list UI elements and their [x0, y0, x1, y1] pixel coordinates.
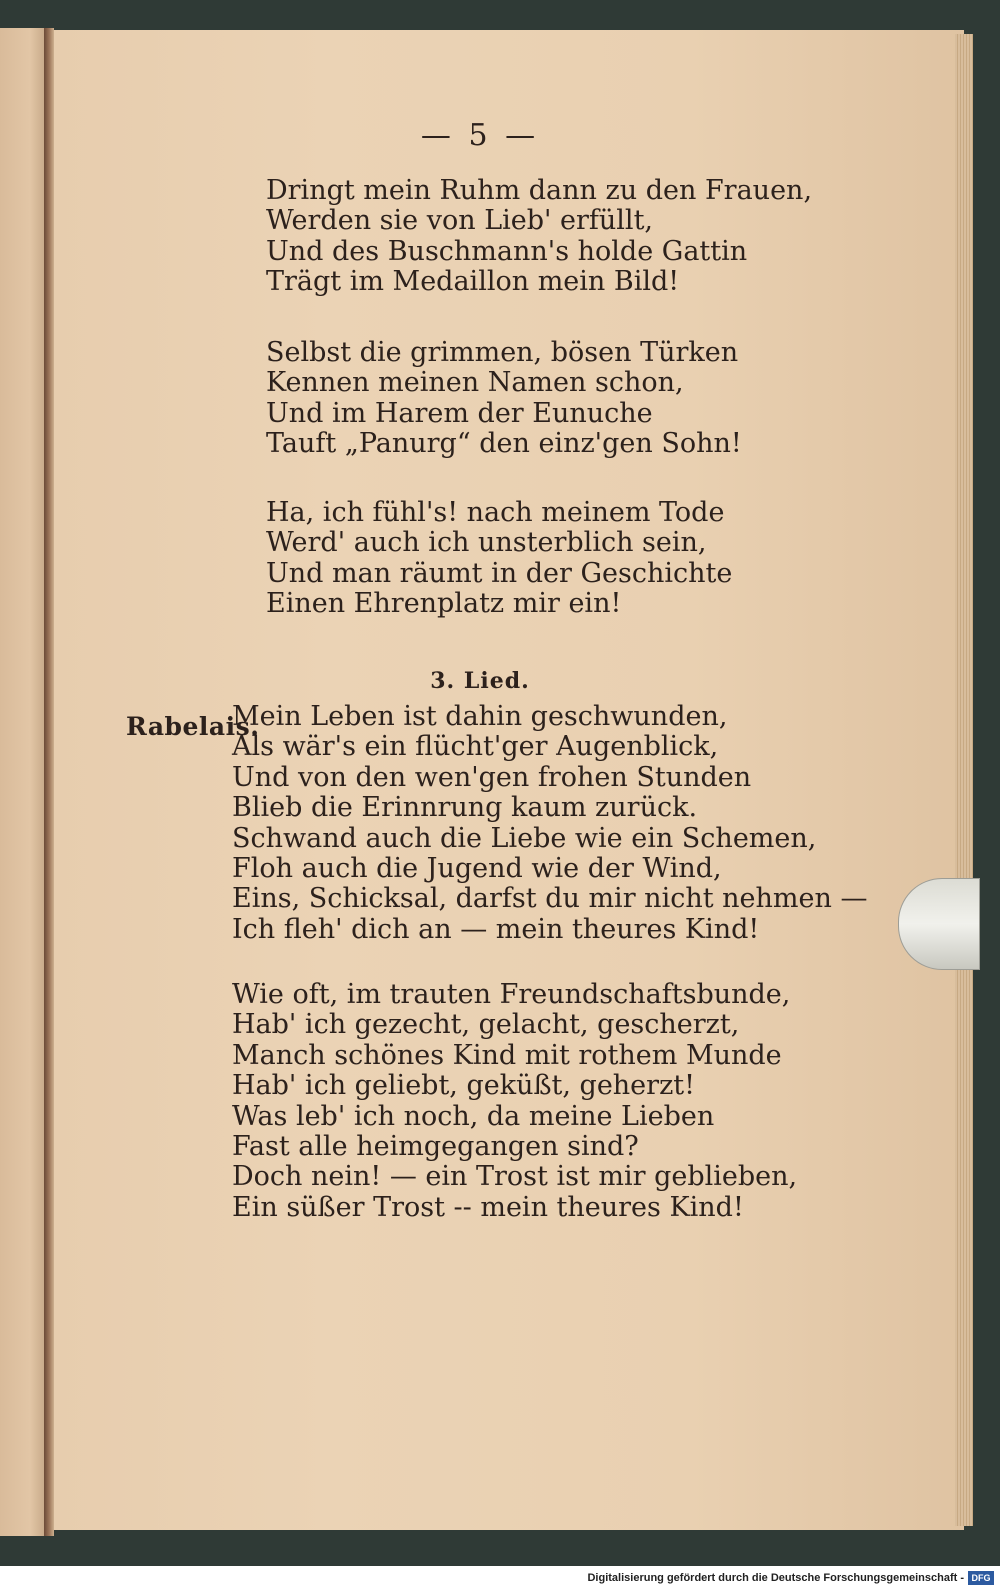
dfg-logo: DFG — [968, 1571, 994, 1585]
verse-line: Tauft „Panurg“ den einz'gen Sohn! — [266, 428, 742, 460]
verse-line: Und man räumt in der Geschichte — [266, 557, 733, 589]
page-number: — 5 — — [420, 118, 540, 153]
verse-line: Dringt mein Ruhm dann zu den Frauen, — [266, 175, 813, 206]
verse-line: Selbst die grimmen, bösen Türken — [266, 337, 739, 368]
verse-line: Und des Buschmann's holde Gattin — [266, 235, 748, 267]
verse-line: Was leb' ich noch, da meine Lieben — [232, 1100, 715, 1132]
stanza-2 — [266, 338, 742, 460]
verse-line: Fast alle heimgegangen sind? — [232, 1131, 639, 1163]
stanza-1 — [266, 176, 812, 298]
verse-line: Manch schönes Kind mit rothem Munde — [232, 1039, 782, 1071]
verse-line: Schwand auch die Liebe wie ein Schemen, — [232, 822, 817, 854]
speaker-name: Rabelais. — [126, 712, 260, 741]
verse-line: Kennen meinen Namen schon, — [266, 367, 684, 399]
verse-line: Doch nein! — ein Trost ist mir geblieben, — [232, 1161, 798, 1193]
stanza-5 — [232, 980, 797, 1223]
verse-line: Hab' ich geliebt, geküßt, geherzt! — [232, 1070, 695, 1102]
verse-line: Eins, Schicksal, darfst du mir nicht nehmen — — [232, 883, 868, 915]
digitization-footer — [0, 1566, 1000, 1593]
verse-line: Wie oft, im trauten Freundschaftsbunde, — [232, 979, 791, 1010]
verse-line: Ha, ich fühl's! nach meinem Tode — [266, 497, 725, 528]
stanza-3 — [266, 498, 732, 620]
verse-line: Werden sie von Lieb' erfüllt, — [266, 205, 654, 237]
verse-line: Hab' ich gezecht, gelacht, gescherzt, — [232, 1009, 740, 1041]
stanza-4 — [232, 702, 867, 945]
verse-line: Ich fleh' dich an — mein theures Kind! — [232, 913, 760, 945]
verse-line: Trägt im Medaillon mein Bild! — [266, 266, 680, 298]
verse-line: Einen Ehrenplatz mir ein! — [266, 588, 622, 620]
verse-line: Mein Leben ist dahin geschwunden, — [232, 701, 728, 732]
song-heading: 3. Lied. — [430, 668, 530, 694]
verse-line: Floh auch die Jugend wie der Wind, — [232, 853, 722, 885]
verse-line: Ein süßer Trost -- mein theures Kind! — [232, 1191, 744, 1223]
verse-line: Und im Harem der Eunuche — [266, 397, 653, 429]
funding-note: Digitalisierung gefördert durch die Deutsche Forschungsgemeinschaft - — [587, 1572, 964, 1584]
verse-line: Und von den wen'gen frohen Stunden — [232, 761, 752, 793]
verse-line: Werd' auch ich unsterblich sein, — [266, 527, 707, 559]
verse-line: Blieb die Erinnrung kaum zurück. — [232, 792, 698, 824]
verse-line: Als wär's ein flücht'ger Augenblick, — [232, 731, 719, 763]
